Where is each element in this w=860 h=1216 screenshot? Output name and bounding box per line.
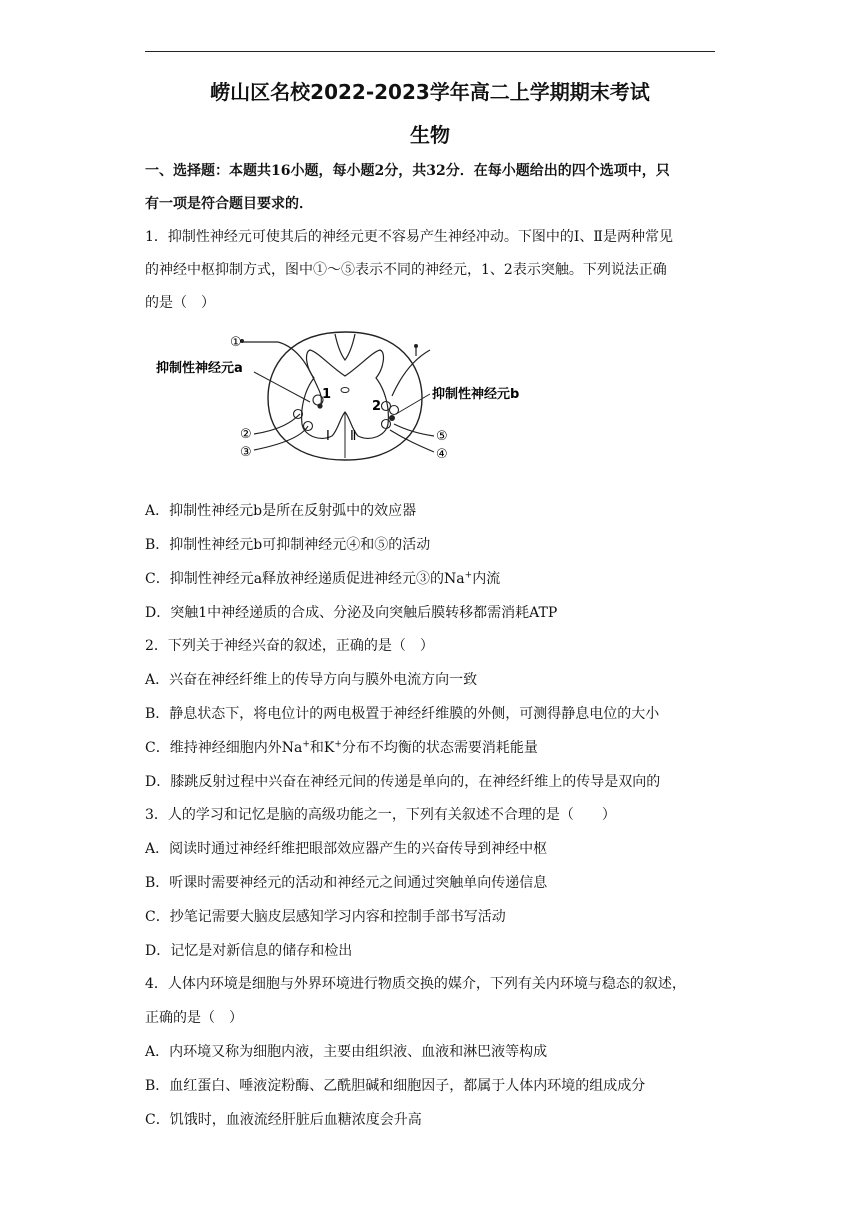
label-neuron-5: ⑤ [436,429,448,444]
label-neuron-4: ④ [436,447,448,462]
top-rule [145,51,715,52]
q1-stem-line2: 的神经中枢抑制方式，图中①～⑤表示不同的神经元，1、2表示突触。下列说法正确 [145,262,667,278]
spinal-cord-figure [150,326,540,464]
q4-stem-line1: 4．人体内环境是细胞与外界环境进行物质交换的媒介，下列有关内环境与稳态的叙述， [145,976,686,992]
section-heading-line1: 一、选择题：本题共16小题，每小题2分，共32分．在每小题给出的四个选项中，只 [145,163,670,179]
q1-option-a: A．抑制性神经元b是所在反射弧中的效应器 [145,503,417,519]
section-heading-line2: 有一项是符合题目要求的． [145,196,313,212]
q1-option-c: C．抑制性神经元a释放神经递质促进神经元③的Na+内流 [145,570,501,587]
label-synapse-2: 2 [372,399,382,414]
q2-stem: 2．下列关于神经兴奋的叙述，正确的是（ ） [145,638,434,654]
q4-option-c: C．饥饿时，血液流经肝脏后血糖浓度会升高 [145,1112,422,1128]
subject-title: 生物 [410,123,450,147]
q3-option-a: A．阅读时通过神经纤维把眼部效应器产生的兴奋传导到神经中枢 [145,841,548,857]
q1-option-b: B．抑制性神经元b可抑制神经元④和⑤的活动 [145,537,431,553]
q1-stem-line1: 1．抑制性神经元可使其后的神经元更不容易产生神经冲动。下图中的Ⅰ、Ⅱ是两种常见 [145,229,673,245]
label-neuron-1: ① [230,335,242,350]
label-side-2: Ⅱ [350,429,357,444]
label-side-1: Ⅰ [326,429,330,444]
q2-option-a: A．兴奋在神经纤维上的传导方向与膜外电流方向一致 [145,672,478,688]
q2-option-b: B．静息状态下，将电位计的两电极置于神经纤维膜的外侧，可测得静息电位的大小 [145,706,660,722]
label-inhibitory-b: 抑制性神经元b [432,387,520,402]
q1-stem-line3: 的是（ ） [145,295,215,311]
exam-title: 崂山区名校2022-2023学年高二上学期期末考试 [210,80,650,104]
q1-option-d: D．突触1中神经递质的合成、分泌及向突触后膜转移都需消耗ATP [145,605,558,621]
q2-option-d: D．膝跳反射过程中兴奋在神经元间的传递是单向的，在神经纤维上的传导是双向的 [145,774,661,790]
q3-option-d: D．记忆是对新信息的储存和检出 [145,943,353,959]
q2-option-c: C．维持神经细胞内外Na+和K+分布不均衡的状态需要消耗能量 [145,739,538,756]
q3-stem: 3．人的学习和记忆是脑的高级功能之一，下列有关叙述不合理的是（ ） [145,807,616,823]
label-synapse-1: 1 [322,387,332,402]
label-neuron-3: ③ [240,445,252,460]
label-neuron-2: ② [240,427,252,442]
q4-option-a: A．内环境又称为细胞内液，主要由组织液、血液和淋巴液等构成 [145,1044,548,1060]
q3-option-b: B．听课时需要神经元的活动和神经元之间通过突触单向传递信息 [145,875,548,891]
q4-stem-line2: 正确的是（ ） [145,1010,243,1026]
q4-option-b: B．血红蛋白、唾液淀粉酶、乙酰胆碱和细胞因子，都属于人体内环境的组成成分 [145,1078,646,1094]
label-inhibitory-a: 抑制性神经元a [156,361,243,376]
q3-option-c: C．抄笔记需要大脑皮层感知学习内容和控制手部书写活动 [145,909,506,925]
